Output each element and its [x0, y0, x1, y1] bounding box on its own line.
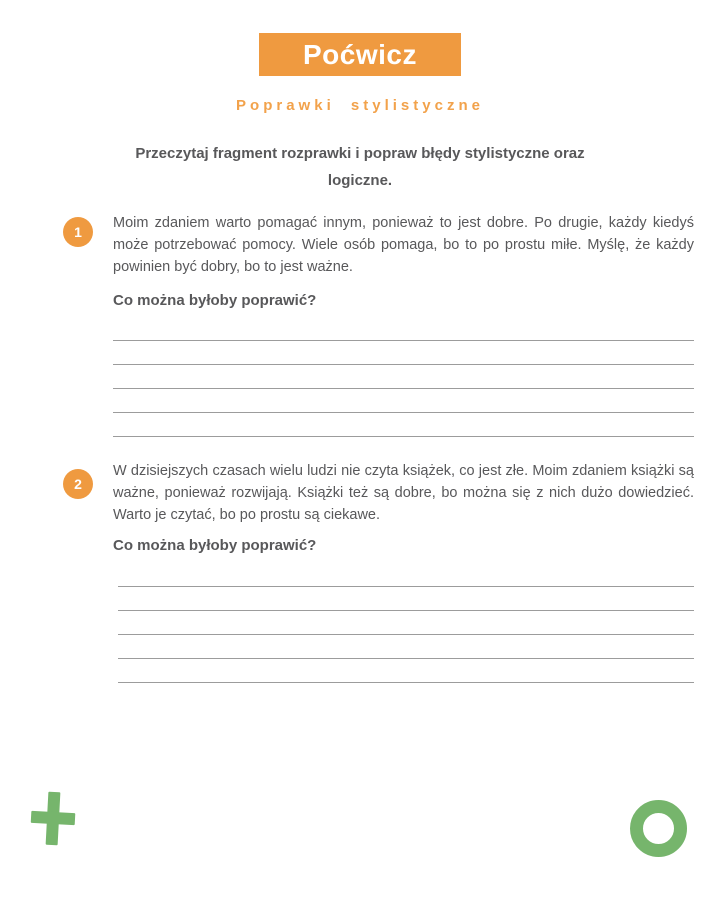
task-paragraph: Moim zdaniem warto pomagać innym, ponieważ to jest dobre. Po drugie, każdy kiedyś może potrzebować pomocy. Wiele osób pomaga, bo to po prostu miłe. Myślę, że każdy powinien być dobry, bo to jest ważne.	[113, 215, 694, 275]
task-paragraph: W dzisiejszych czasach wielu ludzi nie czyta książek, co jest złe. Moim zdaniem książki są ważne, ponieważ rozwijają. Książki też są dobre, bo można się z nich dużo dowiedzieć. Warto je czytać, bo po prostu są ciekawe.	[113, 463, 694, 523]
answer-line[interactable]	[113, 341, 694, 365]
answer-line[interactable]	[118, 587, 694, 611]
circle-outline-icon	[630, 800, 687, 857]
title-banner	[259, 33, 461, 76]
answer-line[interactable]	[113, 389, 694, 413]
answer-line[interactable]	[113, 365, 694, 389]
answer-line[interactable]	[113, 317, 694, 341]
instruction-text	[60, 140, 660, 194]
plus-icon	[30, 791, 77, 846]
task-number: 2	[74, 476, 82, 492]
answer-line[interactable]	[118, 635, 694, 659]
plus-icon-horizontal-bar	[31, 811, 76, 825]
answer-line[interactable]	[118, 611, 694, 635]
task-number-badge	[63, 469, 93, 499]
page-title: Poćwicz	[303, 38, 417, 70]
prompt-question: Co można byłoby poprawić?	[113, 537, 317, 554]
task-number-badge	[63, 217, 93, 247]
answer-line[interactable]	[118, 659, 694, 683]
answer-line[interactable]	[113, 413, 694, 437]
answer-line[interactable]	[118, 563, 694, 587]
answer-lines-group	[113, 317, 694, 437]
prompt-question: Co można byłoby poprawić?	[113, 292, 317, 309]
task-number: 1	[74, 224, 82, 240]
instruction-line-2: logiczne.	[327, 172, 393, 189]
answer-lines-group	[118, 563, 694, 683]
instruction-line-1: Przeczytaj fragment rozprawki i popraw błędy stylistyczne oraz	[135, 145, 585, 162]
worksheet-subtitle: Poprawki stylistyczne	[236, 97, 484, 114]
